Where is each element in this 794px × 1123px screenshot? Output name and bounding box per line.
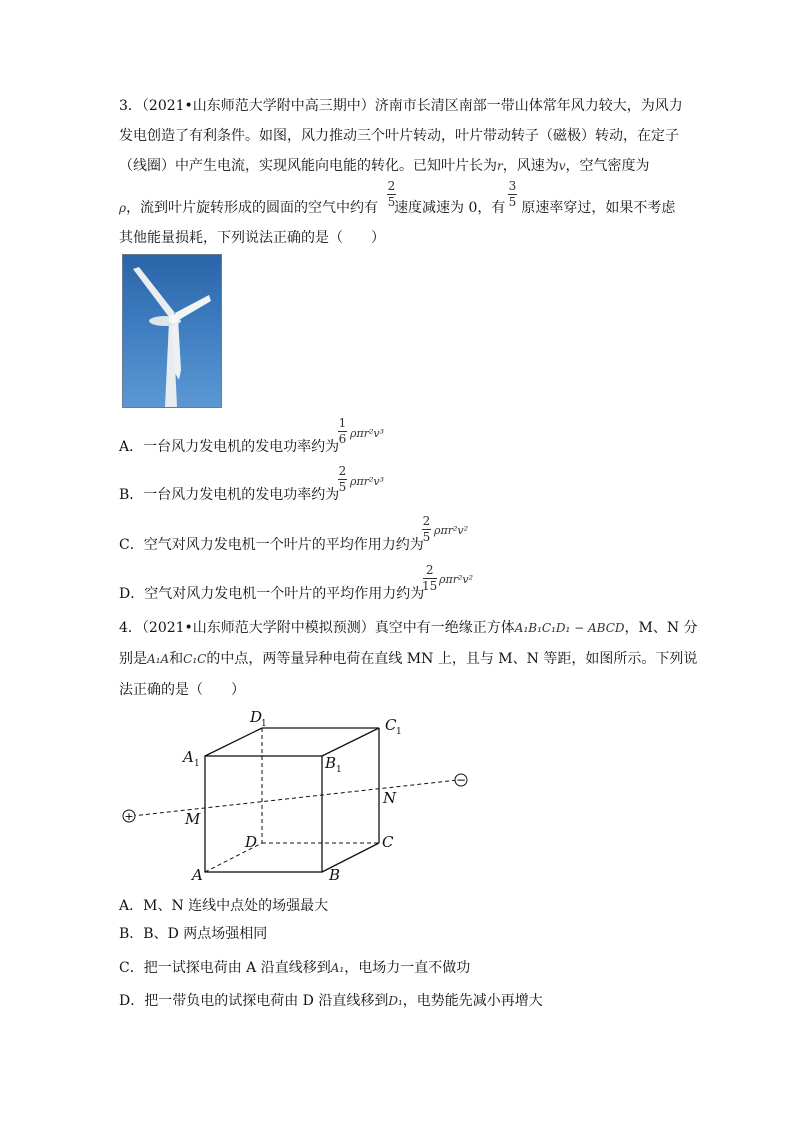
q4-line-1-text-b: ，M、N 分 xyxy=(624,620,698,636)
negative-charge-sign: − xyxy=(455,773,467,787)
q4-option-c xyxy=(119,959,470,977)
wind-turbine-photo xyxy=(122,254,222,408)
var-d1: D₁ xyxy=(388,994,403,1008)
q3-option-c: C．空气对风力发电机一个叶片的平均作用力约为 xyxy=(119,537,424,553)
fraction-three-fifths xyxy=(508,180,517,209)
fraction-numerator: 2 xyxy=(338,464,347,478)
q3-line-4-text-c: 原速率穿过，如果不考虑 xyxy=(521,200,676,216)
fraction-denominator: 5 xyxy=(387,195,396,209)
var-r: r xyxy=(497,159,503,173)
q3-line-4-text-b: 速度减速为 0，有 xyxy=(394,200,506,216)
q3-option-c-fraction xyxy=(422,515,431,544)
q3-option-d: D．空气对风力发电机一个叶片的平均作用力约为 xyxy=(119,586,425,602)
q4-line-2-text-a: 别是 xyxy=(119,651,147,667)
q4-option-c-text-a: C．把一试探电荷由 A 沿直线移到 xyxy=(119,960,331,976)
label-m: M xyxy=(185,810,201,828)
label-a1-sub: 1 xyxy=(194,759,200,769)
label-c1-sub: 1 xyxy=(396,727,402,737)
q3-option-c-expression: ρπr²v² xyxy=(434,524,468,537)
segment-a1a: A₁A xyxy=(147,652,170,666)
fraction-numerator: 1 xyxy=(338,416,347,430)
q4-line-1 xyxy=(119,619,698,637)
fraction-numerator: 2 xyxy=(425,563,434,577)
var-a1: A₁ xyxy=(330,961,345,975)
q3-option-b-expression: ρπr²v³ xyxy=(350,475,384,488)
q4-line-2-text-b: 和 xyxy=(169,651,184,667)
label-a: A xyxy=(192,866,203,884)
label-d1: D xyxy=(250,708,263,726)
label-b1-sub: 1 xyxy=(336,765,342,775)
q3-line-4-text-a: ，流到叶片旋转形成的圆面的空气中约有 xyxy=(126,200,379,216)
q3-option-b-fraction xyxy=(338,465,347,494)
label-b: B xyxy=(329,866,341,884)
q3-line-4 xyxy=(119,199,675,217)
cube-front-face xyxy=(205,756,322,872)
q4-line-1-text-a: 4．（2021•山东师范大学附中模拟预测）真空中有一绝缘正方体 xyxy=(119,620,515,636)
label-d1-sub: 1 xyxy=(261,719,267,729)
q3-option-d-fraction xyxy=(422,564,437,593)
var-v: v xyxy=(558,159,566,173)
q3-line-3-text-a: （线圈）中产生电流，实现风能向电能的转化。已知叶片长为 xyxy=(119,158,497,174)
q4-option-b: B．B、D 两点场强相同 xyxy=(119,926,268,942)
q3-option-b: B．一台风力发电机的发电功率约为 xyxy=(119,487,340,503)
label-c1: C xyxy=(385,716,397,734)
fraction-numerator: 2 xyxy=(387,179,396,193)
q4-option-d-text-b: ，电势能先减小再增大 xyxy=(402,993,543,1009)
q3-line-3-text-b: ，风速为 xyxy=(502,158,559,174)
q4-line-3: 法正确的是（ ） xyxy=(119,682,245,698)
var-rho: ρ xyxy=(119,201,127,215)
label-d: D xyxy=(245,833,258,851)
fraction-denominator: 5 xyxy=(508,195,517,209)
q3-line-1: 3．（2021•山东师范大学附中高三期中）济南市长清区南部一带山体常年风力较大，为风力 xyxy=(119,98,683,114)
q3-line-3-text-c: ，空气密度为 xyxy=(565,158,650,174)
segment-c1c: C₁C xyxy=(183,652,207,666)
label-c: C xyxy=(382,833,394,851)
label-a1: A xyxy=(183,748,194,766)
cube-figure xyxy=(115,698,485,888)
q3-option-a-expression: ρπr²v³ xyxy=(350,427,384,440)
cube-name: A₁B₁C₁D₁ − ABCD xyxy=(514,621,625,635)
q4-line-2 xyxy=(119,650,697,668)
fraction-numerator: 2 xyxy=(422,514,431,528)
fraction-denominator: 6 xyxy=(338,432,347,446)
wind-turbine-icon xyxy=(123,255,221,407)
q3-line-5: 其他能量损耗，下列说法正确的是（ ） xyxy=(119,230,385,246)
q3-option-a-fraction xyxy=(338,417,347,446)
line-mn xyxy=(132,780,458,816)
label-b1: B xyxy=(325,754,337,772)
q4-option-c-text-b: ，电场力一直不做功 xyxy=(344,960,471,976)
fraction-denominator: 15 xyxy=(422,579,438,593)
q4-option-d-text-a: D．把一带负电的试探电荷由 D 沿直线移到 xyxy=(119,993,389,1009)
q4-option-d xyxy=(119,992,543,1010)
fraction-numerator: 3 xyxy=(508,179,517,193)
fraction-denominator: 5 xyxy=(338,480,347,494)
label-n: N xyxy=(383,789,397,807)
fraction-two-fifths xyxy=(387,180,396,209)
q3-option-a: A．一台风力发电机的发电功率约为 xyxy=(119,439,340,455)
q4-option-a: A．M、N 连线中点处的场强最大 xyxy=(119,898,329,914)
fraction-denominator: 5 xyxy=(422,530,431,544)
positive-charge-sign: + xyxy=(124,810,134,823)
q3-option-d-expression: ρπr²v² xyxy=(439,573,473,586)
q4-line-2-text-c: 的中点，两等量异种电荷在直线 MN 上，且与 M、N 等距，如图所示。下列说 xyxy=(206,651,698,667)
q3-line-3 xyxy=(119,157,650,175)
q3-line-2: 发电创造了有利条件。如图，风力推动三个叶片转动，叶片带动转子（磁极）转动，在定子 xyxy=(119,128,679,144)
